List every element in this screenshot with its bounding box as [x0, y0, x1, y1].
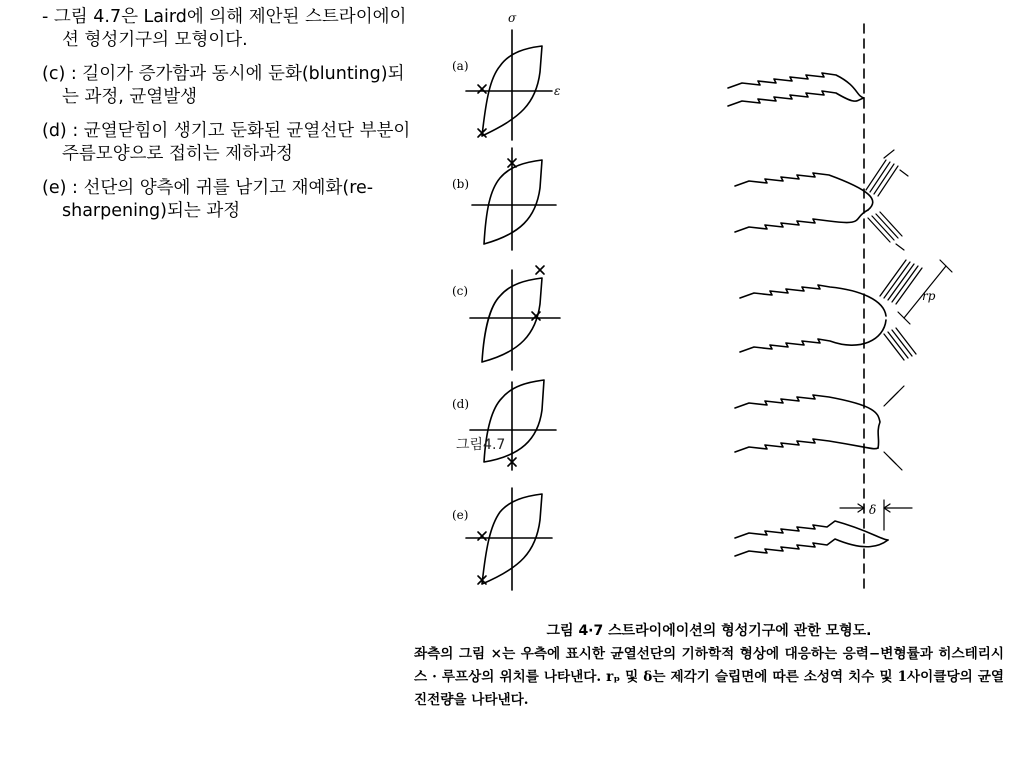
- slip-band-c-lower: [884, 328, 916, 360]
- caption-body: 좌측의 그림 ×는 우측에 표시한 균열선단의 기하학적 형상에 대응하는 응력−변형률과 히스테리시스 · 루프상의 위치를 나타낸다. rₚ 및 δ는 제각기 슬립면에 따른 소성역 치수 및 1사이클당의 균열진전량을 나타낸다.: [414, 646, 1004, 708]
- slip-band-b-lower: [868, 212, 904, 250]
- delta-label: δ: [869, 503, 877, 517]
- epsilon-axis-label: ε: [554, 84, 561, 98]
- panel-label-e: (e): [452, 508, 469, 522]
- panel-label-c: (c): [452, 284, 469, 298]
- caption-title: 그림 4·7 스트라이에이션의 형성기구에 관한 모형도.: [546, 623, 872, 639]
- slip-band-b-upper: [866, 150, 908, 196]
- crack-profile-b: [735, 173, 873, 232]
- sigma-axis-label: σ: [508, 11, 517, 25]
- explanation-item: - 그림 4.7은 Laird에 의해 제안된 스트라이에이션 형성기구의 모형이다.: [42, 7, 407, 50]
- explanation-item: (e) : 선단의 양측에 귀를 남기고 재예화(re-sharpening)되는 과정: [42, 178, 374, 221]
- hysteresis-loop-b: [472, 148, 556, 250]
- panel-label-a: (a): [452, 59, 469, 73]
- rp-label: rp: [922, 289, 936, 303]
- explanation-item: (c) : 길이가 증가함과 동시에 둔화(blunting)되는 과정, 균열발생: [42, 64, 405, 107]
- hysteresis-loop-d: [470, 380, 556, 470]
- crack-profile-d: [735, 395, 880, 452]
- hysteresis-loop-e: [466, 488, 552, 590]
- slip-band-c-upper: [880, 260, 922, 304]
- explanation-item: (d) : 균열닫힘이 생기고 둔화된 균열선단 부분이 주름모양으로 접히는 제하과정: [42, 121, 411, 164]
- panel-label-d: (d): [452, 397, 470, 411]
- hysteresis-loop-a: [466, 30, 552, 140]
- panel-label-b: (b): [452, 177, 470, 191]
- crack-profile-a: [728, 73, 864, 106]
- hysteresis-loop-c: [470, 266, 560, 370]
- crack-profile-e: [735, 521, 888, 556]
- figure-overlay-label: 그림4.7: [456, 437, 506, 453]
- slip-arrows-d: [884, 386, 904, 470]
- figure-caption: [414, 620, 1004, 712]
